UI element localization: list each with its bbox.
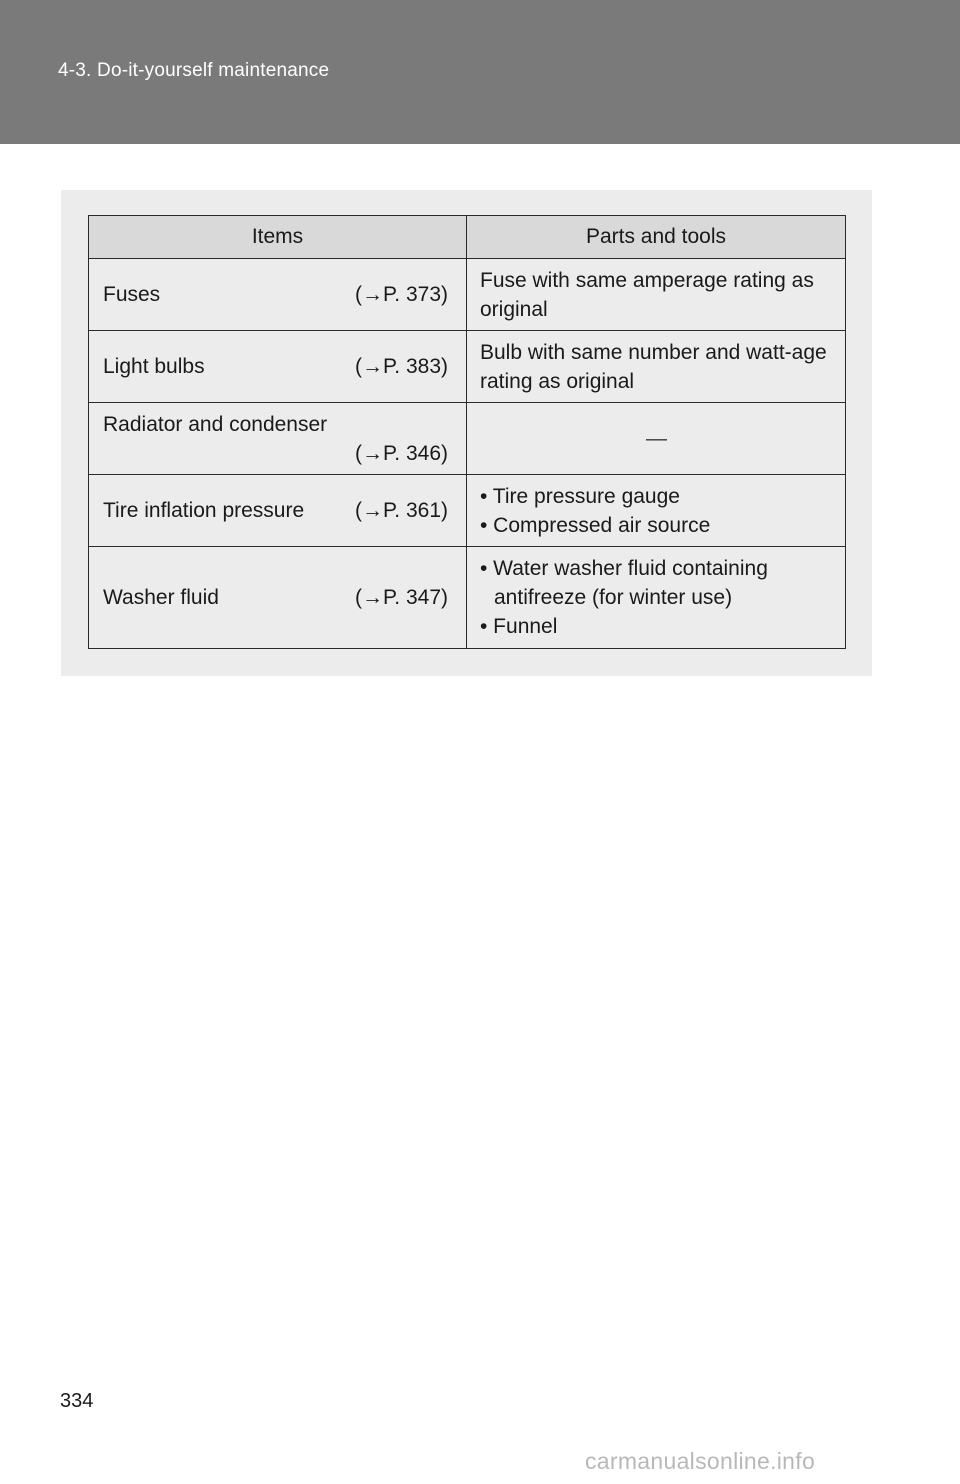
item-cell [89,331,467,403]
page-reference-link[interactable]: (→P. 383) [355,355,448,378]
parts-cell [467,259,846,331]
item-cell [89,547,467,649]
item-cell [89,259,467,331]
item-name: Washer fluid [103,586,219,609]
parts-text: Fuse with same amperage rating as original [480,268,814,321]
parts-bullet: • Funnel [480,615,558,638]
table-row [89,331,846,403]
page-number: 334 [60,1390,94,1412]
page-reference-link[interactable]: (→P. 347) [355,586,448,609]
table-row [89,547,846,649]
parts-bullet: • Compressed air source [480,513,711,537]
header-parts-and-tools: Parts and tools [467,216,846,259]
parts-cell [467,403,846,475]
item-name: Tire inflation pressure [103,499,305,522]
parts-table [88,215,846,649]
page-reference-link[interactable]: (→P. 373) [355,283,448,306]
page-reference-link[interactable]: (→P. 346) [355,441,448,465]
section-title: 4-3. Do-it-yourself maintenance [58,60,330,81]
page-header [0,0,960,144]
no-parts-dash: — [646,427,667,450]
parts-cell [467,475,846,547]
table-header-row [89,216,846,259]
item-cell [89,475,467,547]
parts-cell [467,331,846,403]
table-row [89,259,846,331]
parts-cell [467,547,846,649]
item-name: Light bulbs [103,355,205,378]
table-row [89,403,846,475]
table-row [89,475,846,547]
parts-bullet: • Tire pressure gauge [480,484,680,508]
watermark: carmanualsonline.info [585,1448,816,1474]
parts-bullet: • Water washer fluid containing antifreeze (for winter use) [480,557,768,609]
item-name: Radiator and condenser [103,412,328,436]
item-name: Fuses [103,283,161,306]
page-reference-link[interactable]: (→P. 361) [355,499,448,522]
item-cell [89,403,467,475]
header-items: Items [89,216,467,259]
parts-text: Bulb with same number and watt-age rating as original [480,340,827,393]
